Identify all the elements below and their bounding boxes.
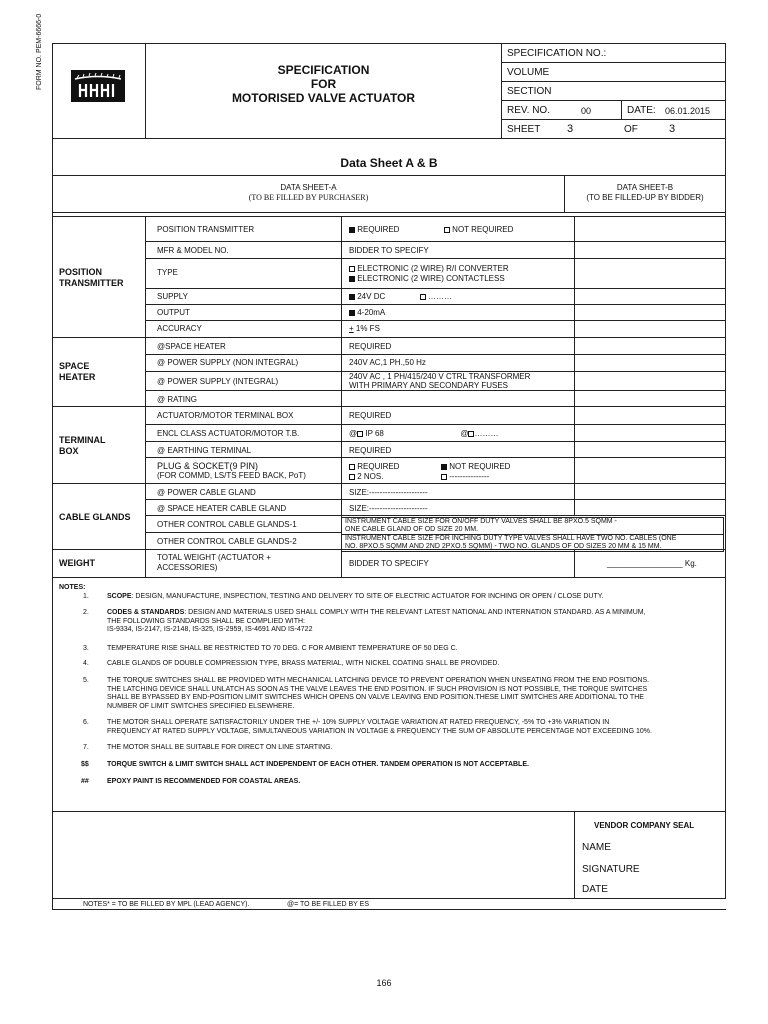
value-total-weight: BIDDER TO SPECIFY	[349, 559, 429, 568]
of-label: OF	[624, 124, 638, 135]
value-supply: 24V DC ………	[349, 292, 452, 301]
date-label: DATE:	[627, 105, 656, 116]
note-4-number: 4.	[83, 660, 89, 667]
data-sheet-b: DATA SHEET-B (TO BE FILLED-UP BY BIDDER)	[586, 183, 704, 202]
param-control-glands-2: OTHER CONTROL CABLE GLANDS-2	[157, 537, 297, 546]
rev-value: 00	[581, 106, 592, 116]
of-value: 3	[669, 123, 676, 135]
group-cable-glands: CABLE GLANDS	[59, 512, 131, 522]
company-logo	[71, 70, 125, 102]
group-terminal-box: TERMINAL BOX	[59, 435, 106, 456]
vendor-signature-label: SIGNATURE	[582, 864, 640, 875]
value-output: 4-20mA	[349, 308, 385, 317]
param-earthing-terminal: @ EARTHING TERMINAL	[157, 446, 252, 455]
value-earthing-terminal: REQUIRED	[349, 446, 392, 455]
checkbox-empty-icon	[441, 474, 447, 480]
data-sheet-title: Data Sheet A & B	[340, 156, 438, 170]
param-rating: @ RATING	[157, 395, 197, 404]
footer-note-es: @= TO BE FILLED BY ES	[287, 901, 370, 908]
checkbox-empty-icon	[349, 464, 355, 470]
param-power-supply-non-integral: @ POWER SUPPLY (NON INTEGRAL)	[157, 358, 299, 367]
note-1-number: 1.	[83, 593, 89, 600]
group-weight: WEIGHT	[59, 558, 95, 568]
param-encl-class: ENCL CLASS ACTUATOR/MOTOR T.B.	[157, 429, 300, 438]
param-space-heater: @SPACE HEATER	[157, 342, 226, 351]
volume-label: VOLUME	[507, 67, 550, 78]
note-ss-marker: $$	[81, 761, 89, 768]
checkbox-checked-icon	[349, 276, 355, 282]
note-ss: TORQUE SWITCH & LIMIT SWITCH SHALL ACT INDEPENDENT OF EACH OTHER. TANDEM OPERATION IS NOT ACCEPTABLE.	[107, 761, 529, 768]
note-hh: EPOXY PAINT IS RECOMMENDED FOR COASTAL AREAS.	[107, 778, 301, 785]
param-plug-socket: PLUG & SOCKET(9 PIN) (FOR COMMD, LS/TS FEED BACK, PoT)	[157, 461, 306, 480]
value-plug-socket-4: ---------------	[441, 472, 489, 481]
rev-label: REV. NO.	[507, 105, 550, 116]
param-type: TYPE	[157, 268, 178, 277]
data-sheet-a: DATA SHEET-A (TO BE FILLED BY PURCHASER)	[248, 183, 369, 202]
note-4: CABLE GLANDS OF DOUBLE COMPRESSION TYPE, BRASS MATERIAL, WITH NICKEL COATING SHALL BE PROVIDED.	[107, 660, 500, 667]
vendor-date-label: DATE	[582, 884, 608, 895]
date-value: 06.01.2015	[665, 106, 711, 116]
note-7-number: 7.	[83, 744, 89, 751]
note-5: THE TORQUE SWITCHES SHALL BE PROVIDED WITH MECHANICAL LATCHING DEVICE TO PREVENT OPERATION WHEN UNSEATING FROM THE END POSITIONS. THE LATCHING DEVICE SHALL UNLATCH AS SOON AS THE VALVE LEAVES THE END POSITION. IF SUCH PROVISION IS NOT POSSIBLE, THE TORQUE SWITCHES SHALL BE BYPASSED BY END-POSITION LIMIT SWITCHES WHICH OPENS ON VALVE LEAVING END POSITION.THESE LIMIT SWITCHES ARE ADDITIONAL TO THE NUMBER OF LIMIT SWITCHES SPECIFIED ELSEWHERE.	[107, 677, 650, 710]
checkbox-checked-icon	[349, 227, 355, 233]
note-hh-marker: ##	[81, 778, 89, 785]
value-terminal-box: REQUIRED	[349, 411, 392, 420]
value-space-heater-cable-gland: SIZE:----------------------	[349, 504, 428, 513]
value-position-transmitter: REQUIRED NOT REQUIRED	[349, 225, 513, 234]
value-space-heater: REQUIRED	[349, 342, 392, 351]
param-output: OUTPUT	[157, 308, 190, 317]
value-weight-kg: _________________ Kg.	[607, 559, 697, 568]
document-title: SPECIFICATION FOR MOTORISED VALVE ACTUATOR	[231, 63, 416, 105]
group-space-heater: SPACE HEATER	[59, 361, 96, 382]
param-accuracy: ACCURACY	[157, 324, 202, 333]
note-6: THE MOTOR SHALL OPERATE SATISFACTORILY UNDER THE +/- 10% SUPPLY VOLTAGE VARIATION AT RATED FREQUENCY, -5% TO +3% VARIATION IN FREQUENCY AT RATED SUPPLY VOLTAGE, SIMULTANEOUS VARIATION IN VOLTAGE & FREQUENCY THE SUM OF ABSOLUTE PERCENTAGE NOT EXCEEDING 10%.	[107, 719, 652, 735]
param-total-weight: TOTAL WEIGHT (ACTUATOR + ACCESSORIES)	[157, 553, 271, 572]
sheet-label: SHEET	[507, 124, 541, 135]
value-encl-class: @ IP 68 @ ………	[349, 429, 499, 438]
value-type-2: ELECTRONIC (2 WIRE) CONTACTLESS	[349, 274, 505, 283]
spec-no-label: SPECIFICATION NO.:	[507, 48, 607, 59]
checkbox-checked-icon	[349, 310, 355, 316]
value-control-glands-1: INSTRUMENT CABLE SIZE FOR ON/OFF DUTY VALVES SHALL BE 8PXO.5 SQMM - ONE CABLE GLAND OF OD SIZE 20 MM.	[345, 518, 617, 533]
param-control-glands-1: OTHER CONTROL CABLE GLANDS-1	[157, 520, 297, 529]
param-mfr-model: MFR & MODEL NO.	[157, 246, 229, 255]
note-2: CODES & STANDARDS: DESIGN AND MATERIALS USED SHALL COMPLY WITH THE RELEVANT LATEST NATIONAL AND INTERNATION STANDARD. AS A MINIMUM, THE FOLLOWING STANDARDS SHALL BE COMPLIED WITH: IS-9334, IS-2147, IS-2148, IS-325, IS-2959, IS-4691 AND IS-4722	[107, 609, 646, 633]
sheet-value: 3	[567, 123, 574, 135]
note-3: TEMPERATURE RISE SHALL BE RESTRICTED TO 70 DEG. C FOR AMBIENT TEMPERATURE OF 50 DEG C.	[107, 645, 458, 652]
value-power-cable-gland: SIZE:----------------------	[349, 488, 428, 497]
checkbox-checked-icon	[441, 464, 447, 470]
note-7: THE MOTOR SHALL BE SUITABLE FOR DIRECT ON LINE STARTING.	[107, 744, 333, 751]
note-6-number: 6.	[83, 719, 89, 726]
param-power-cable-gland: @ POWER CABLE GLAND	[157, 488, 256, 497]
section-label: SECTION	[507, 86, 552, 97]
page-number: 166	[376, 978, 392, 988]
value-plug-socket-3: 2 NOS.	[349, 472, 383, 481]
value-accuracy: + 1% FS	[349, 324, 380, 333]
param-space-heater-cable-gland: @ SPACE HEATER CABLE GLAND	[157, 504, 287, 513]
checkbox-checked-icon	[349, 294, 355, 300]
value-plug-socket-2: NOT REQUIRED	[441, 462, 510, 471]
note-2-number: 2.	[83, 609, 89, 616]
value-type-1: ELECTRONIC (2 WIRE) R/I CONVERTER	[349, 264, 509, 273]
checkbox-empty-icon	[349, 474, 355, 480]
param-terminal-box: ACTUATOR/MOTOR TERMINAL BOX	[157, 411, 294, 420]
checkbox-empty-icon	[444, 227, 450, 233]
footer-note-mpl: NOTES* = TO BE FILLED BY MPL (LEAD AGENCY).	[83, 901, 250, 908]
value-mfr-model: BIDDER TO SPECIFY	[349, 246, 429, 255]
form-number: FORM NO. PEM-6666-0	[36, 13, 43, 90]
checkbox-empty-icon	[349, 266, 355, 272]
note-3-number: 3.	[83, 645, 89, 652]
value-power-supply-integral: 240V AC , 1 PH/415/240 V CTRL TRANSFORMER WITH PRIMARY AND SECONDARY FUSES	[349, 372, 531, 390]
param-supply: SUPPLY	[157, 292, 188, 301]
param-power-supply-integral: @ POWER SUPPLY (INTEGRAL)	[157, 377, 279, 386]
notes-heading: NOTES:	[59, 584, 86, 591]
group-position-transmitter: POSITION TRANSMITTER	[59, 267, 124, 288]
param-position-transmitter: POSITION TRANSMITTER	[157, 225, 255, 234]
vendor-seal-label: VENDOR COMPANY SEAL	[594, 821, 695, 830]
note-1: SCOPE: DESIGN, MANUFACTURE, INSPECTION, TESTING AND DELIVERY TO SITE OF ELECTRIC ACTUATOR FOR INCHING OR OPEN / CLOSE DUTY.	[107, 593, 604, 600]
value-plug-socket-1: REQUIRED	[349, 462, 399, 471]
checkbox-empty-icon	[420, 294, 426, 300]
vendor-name-label: NAME	[582, 842, 611, 853]
value-control-glands-2: INSTRUMENT CABLE SIZE FOR INCHING DUTY TYPE VALVES SHALL HAVE TWO NO. CABLES (ONE NO. 8PXO.5 SQMM AND 2ND 2PXO.5 SQMM) - TWO NO. GLANDS OF OD SIZES 20 MM & 15 MM.	[345, 535, 677, 550]
note-5-number: 5.	[83, 677, 89, 684]
value-power-supply-non-integral: 240V AC,1 PH.,50 Hz	[349, 358, 426, 367]
